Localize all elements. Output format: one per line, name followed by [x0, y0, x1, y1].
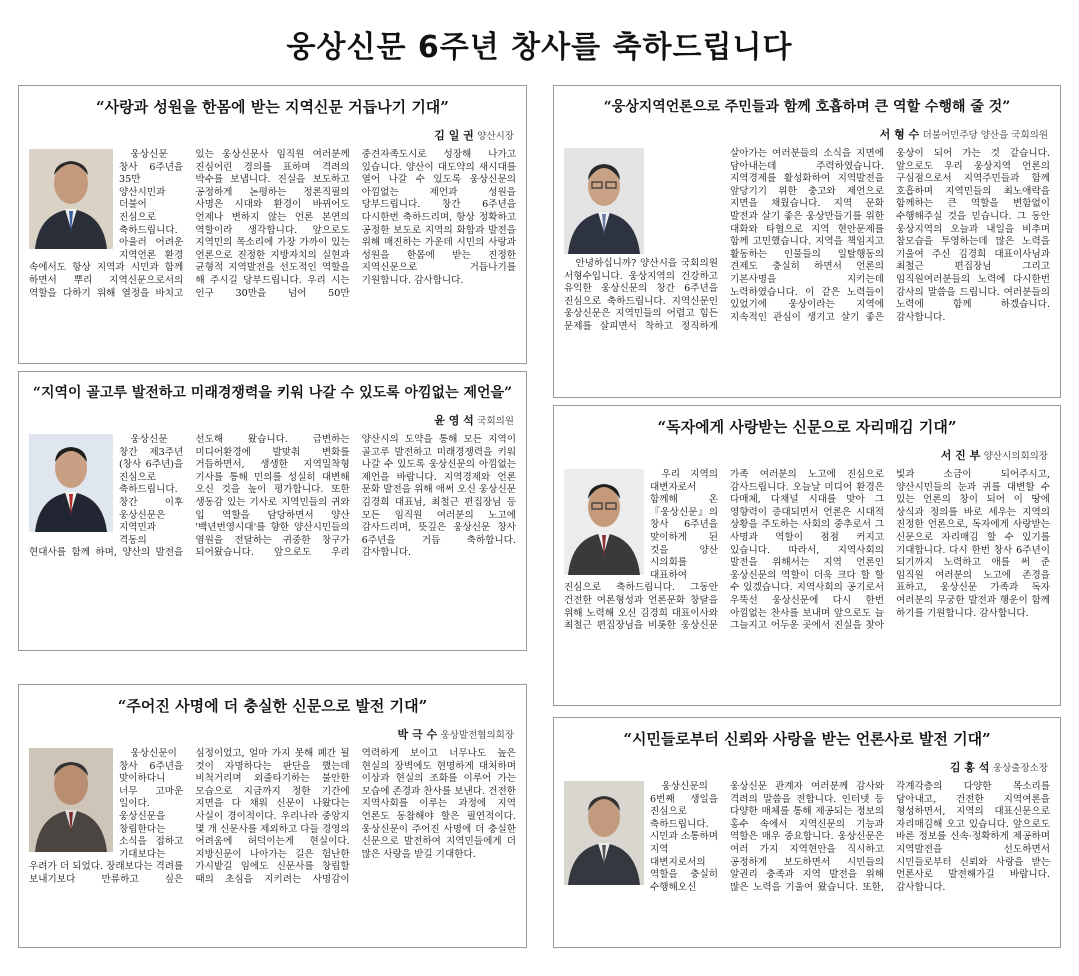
author-role: 웅상발전협의회장: [440, 730, 514, 741]
article-text: 웅상신문 창사 6주년을 35만 양산시민과 더불어 진심으로 축하드립니다. 아울러 어려운 지역언론 환경 속에서도 항상 지역과 시민과 함께 하면서 뿌리 지역신문으로서의 역할을 다하기 위해 열정을 바치고 있는 웅상신문사 임직원 여러분께 진심어린 경의를 표하며 격려의 박수를 보냅니다. 진실을 보도하고 공정하게 논평하는 정론직필의 사명은 시대와 환경이 바뀌어도 언제나 변하지 않는 언론 본연의 역할이라 생각합니다. 앞으로도 지역민의 목소리에 가장 가까이 있는 언론으로 진정한 지방자치의 실현과 균형적 지역발전을 선도적인 역할을 해 주시길 당부드립니다. 우리 시는 인구 30만을 넘어 50만 중견자족도시로 성장해 나가고 있습니다. 양산이 대도약의 새시대를 열어 나갈 수 있도록 웅상신문의 아낌없는 제언과 성원을 당부드립니다. 창간 6주년을 다시한번 축하드리며, 항상 정확하고 공정한 보도로 지역의 화합과 발전을 위해 매진하는 가운데 시민의 사랑과 성원을 한몸에 받는 진정한 지역신문으로 거듭나기를 기원합니다. 감사합니다.: [29, 149, 516, 299]
author-photo: [564, 148, 644, 254]
article-byline: [19, 127, 514, 143]
author-role: 국회의원: [477, 416, 514, 427]
author-name: 김 일 권: [434, 129, 474, 142]
article-kim-hongseok: [553, 717, 1061, 948]
author-name: 서 형 수: [879, 128, 920, 141]
author-role: 웅상출장소장: [992, 763, 1048, 774]
author-photo: [564, 469, 644, 575]
article-seo-hyungsoo: [553, 85, 1061, 398]
article-headline: “지역이 골고루 발전하고 미래경쟁력을 키워 나갈 수 있도록 아낌없는 제언을”: [32, 385, 513, 401]
article-headline: “독자에게 사랑받는 신문으로 자리매김 기대”: [657, 418, 957, 436]
article-headline: “주어진 사명에 더 충실한 신문으로 발전 기대”: [117, 697, 428, 715]
article-byline: [554, 126, 1048, 142]
article-text: 웅상신문 창간 제3주년(창사 6주년)을 진심으로 축하드립니다. 창간 이후 웅상신문은 지역민과 격동의 현대사를 함께 하며, 양산의 발전을 선도해 왔습니다. 급변하는 미디어환경에 발맞춰 변화를 거듭하면서, 생생한 지역밀착형 기사를 통해 민의를 성실히 대변해 오신 것을 높이 평가합니다. 또한 생동감 있는 기사로 지역민들의 귀와 입 역할을 담당하면서 양산 '백년번영시대'를 향한 양산시민들의 염원을 전달하는 귀중한 창구가 되어왔습니다. 앞으로도 우리 양산시의 도약을 통해 모든 지역이 골고루 발전하고 미래경쟁력을 키워 나갈 수 있도록 웅상신문의 아낌없는 제언을 바랍니다. 지역경제와 언론 문화 발전을 위해 애써 오신 웅상신문 김경희 대표님, 최철근 편집장님 등 모든 임직원 여러분의 노고에 감사드리며, 뜻깊은 웅상신문 창사 6주년을 거듭 축하합니다. 감사합니다.: [29, 434, 516, 559]
author-name: 윤 영 석: [434, 414, 474, 427]
author-photo: [29, 149, 113, 249]
article-park: [18, 684, 527, 948]
article-text: 웅상신문의 6번째 생일을 진심으로 축하드립니다. 시민과 소통하며 지역 대변지로서의 역할을 충실히 수행해오신 웅상신문 관계자 여러분께 감사와 격려의 말씀을 전합니다. 인터넷 등 다양한 매체를 통해 제공되는 정보의 홍수 속에서 지역신문의 기능과 역할은 매우 중요합니다. 웅상신문은 여러 가지 지역현안을 직시하고 공정하게 보도하면서 시민들의 알권리 충족과 지역 발전을 위해 많은 노력을 기울여 왔습니다. 또한, 각계각층의 다양한 목소리를 담아내고, 건전한 지역여론을 형성하면서, 지역의 대표신문으로 자리매김해 오고 있습니다. 앞으로도 바른 정보를 신속·정확하게 제공하며 지역발전을 선도하면서 시민들로부터 신뢰와 사랑을 받는 언론사로 발전해가길 바랍니다. 감사합니다.: [650, 781, 1050, 893]
article-yoon: [18, 371, 527, 651]
article-byline: [554, 447, 1048, 463]
article-byline: [19, 726, 514, 742]
author-name: 서 진 부: [940, 449, 981, 462]
article-byline: [19, 412, 514, 428]
article-headline: “웅상지역언론으로 주민들과 함께 호흡하며 큰 역할 수행해 줄 것”: [603, 99, 1011, 115]
article-mayor: [18, 85, 527, 364]
article-headline: “사랑과 성원을 한몸에 받는 지역신문 거듭나기 기대”: [96, 98, 449, 116]
author-role: 양산시의회의장: [983, 451, 1048, 462]
author-role: 더불어민주당 양산을 국회의원: [922, 130, 1048, 141]
article-byline: [554, 759, 1048, 775]
author-role: 양산시장: [477, 131, 514, 142]
author-photo: [29, 434, 113, 532]
article-text: 안녕하십니까? 양산시을 국회의원 서형수입니다. 웅상지역의 건강하고 유익한 웅상신문의 창간 6주년을 진심으로 축하드립니다. 지역신문인 웅상신문은 지역민들의 어렵고 힘든 문제를 살피면서 착하고 정직하게 살아가는 여러분들의 소식을 지면에 담아내는데 주력하였습니다. 지역경제를 활성화하여 지역발전을 앞당기기 위한 충고와 제언으로 지면을 채웠습니다. 지역 문화 발전과 살기 좋은 웅상만들기를 위한 대화와 타협으로 지역 현안문제를 함께 고민했습니다. 지역을 책임지고 활동하는 인물들의 일탈행동의 견제도 충실히 하면서 언론의 기본사명을 지키는데 노력하였습니다. 이 같은 노력들이 있었기에 웅상이라는 지역에 지속적인 관심이 생기고 살기 좋은 웅상이 되어 가는 것 같습니다. 앞으로도 우리 웅상지역 언론의 구심점으로서 지역주민들과 함께 호흡하며 지역민들의 최노애락을 함께하는 큰 역할을 변함없이 수행해주실 것을 믿습니다. 그 동안 웅상지역의 오늘과 내일을 비추며 참모습을 투영하는데 많은 노력을 기울여 주신 김경희 대표이사님과 최철근 편집장님 그리고 임직원여러분들의 노력에 다시한번 감사의 말씀을 드립니다. 여러분들의 노력에 함께 하겠습니다. 감사합니다.: [564, 148, 1050, 332]
author-photo: [29, 748, 113, 852]
page-title: 웅상신문 6주년 창사를 축하드립니다: [286, 30, 793, 65]
article-text: 웅상신문이 창사 6주년을 맞이하다니 너무 고마운 일이다. 웅상신문을 창립한다는 소식을 접하고 기대보다는 우려가 더 되었다. 장래보다는 격려를 보내기보다 만류하고 싶은 심정이었고, 얼마 가지 못해 폐간 될 것이 자명하다는 판단을 했는데 비척거리며 외줄타기하는 불안한 모습으로 지금까지 정한 기간에 지면을 다 채워 신문이 나왔다는 사실이 경이적이다. 우리나라 중앙지 몇 개 신문사를 제외하고 다들 경영의 어려움에 허덕이는게 현실이다. 지방신문이 나아가는 길은 험난한 가시밭길 임에도 신문사를 창립할 때의 초심을 지키려는 사명감이 역력하게 보이고 너무나도 높은 현실의 장벽에도 현명하게 대처하며 이상과 현실의 조화를 이루어 가는 모습에 존경과 찬사를 보낸다. 건전한 지역사회를 이루는 과정에 지역 언론도 동참해야 할은 필연적이다. 웅상신문이 주어진 사명에 더 충실한 신문으로 발전하여 지역민들에게 더 많은 사랑을 받길 기대한다.: [29, 748, 516, 885]
author-name: 김 홍 석: [949, 761, 990, 774]
author-photo: [564, 781, 644, 885]
article-headline: “시민들로부터 신뢰와 사랑을 받는 언론사로 발전 기대”: [623, 730, 991, 748]
article-text: 우리 지역의 대변자로서 함께해 온 『웅상신문』의 창사 6주년을 맞이하게 된 것을 양산 시의회를 대표하여 진심으로 축하드립니다. 그동안 건전한 여론형성과 언론문화 창달을 위해 노력해 오신 김경희 대표이사와 최철근 편집장님을 비롯한 웅상신문 가족 여러분의 노고에 진심으로 감사드립니다. 오늘날 미디어 환경은 다매체, 다채널 시대를 맞아 그 영향력이 증대되면서 언론은 시대적 상황을 주도하는 사회의 중추로서 그 사명과 역할이 점점 커지고 있습니다. 따라서, 지역사회의 발전을 위해서는 지역 언론인 웅상신문의 역할이 더욱 크다 할 할 수 있겠습니다. 지역사회의 공기로서 우뚝선 웅상신문에 다시 한번 아낌없는 찬사를 보내며 앞으로도 늘 그늘지고 어두운 곳에서 진실을 찾아 빛과 소금이 되어주시고, 양산시민들의 눈과 귀를 대변할 수 있는 언론의 창이 되어 이 땅에 상식과 정의를 바로 세우는 지역의 진정한 언론으로, 독자에게 사랑받는 신문으로 자리매김 할 수 있기를 기대합니다. 다시 한번 창사 6주년이 되기까지 노력하고 애를 써 준 임직원 여러분의 노고에 존경을 표하고, 웅상신문 가족과 독자 여러분의 무궁한 발전과 행운이 함께 하기를 기원합니다. 감사합니다.: [564, 469, 1050, 632]
article-seo-jinbu: [553, 405, 1061, 706]
author-name: 박 극 수: [397, 728, 438, 741]
